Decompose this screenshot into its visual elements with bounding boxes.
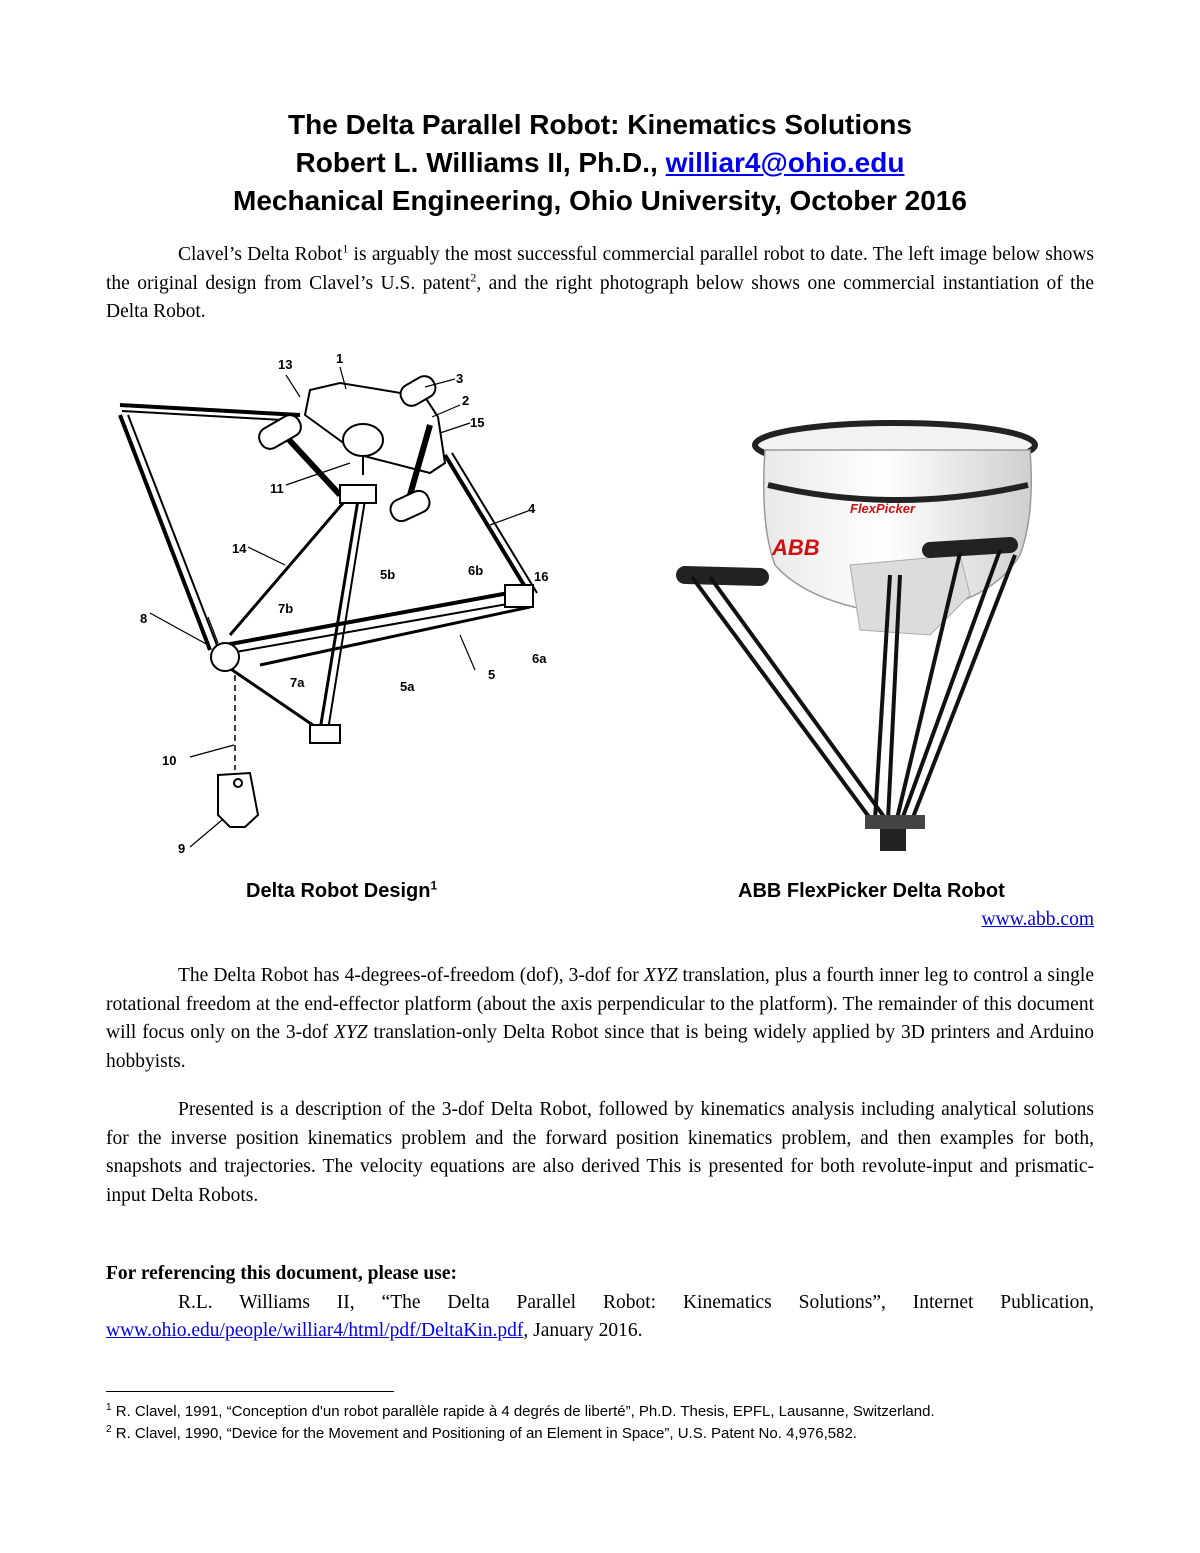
intro-paragraph	[106, 241, 1094, 327]
body-paragraph-2: Presented is a description of the 3-dof Delta Robot, followed by kinematics analysis including analytical solutions for the inverse position kinematics problem and the forward position kinematics problem, and then examples for both, snapshots and trajectories. The velocity equations are also derived This is presented for both revolute-input and prismatic-input Delta Robots.	[106, 1099, 1094, 1206]
footnote-divider	[106, 1391, 394, 1392]
patent-label-3: 3	[456, 371, 464, 386]
reference-date: , January 2016.	[523, 1320, 643, 1341]
left-caption-footnote-ref[interactable]: 1	[430, 878, 438, 893]
reference-heading: For referencing this document, please use:	[106, 1263, 457, 1284]
right-figure-caption: ABB FlexPicker Delta Robot	[738, 880, 1005, 902]
patent-label-16: 16	[534, 569, 549, 584]
body-p1-text-c: translation-only Delta Robot since that is being widely applied by 3D printers and Arduino hobbyists.	[106, 1022, 1095, 1072]
abb-flexpicker-photo	[670, 405, 1070, 875]
patent-label-15: 15	[470, 415, 485, 430]
intro-text-1: Clavel’s Delta Robot	[178, 244, 343, 265]
reference-citation	[106, 1289, 1094, 1346]
footnote-ref-2[interactable]: 2	[470, 270, 477, 284]
footnote-2	[106, 1424, 1106, 1444]
author-email-link[interactable]: williar4@ohio.edu	[665, 147, 905, 178]
footnote-1	[106, 1402, 1106, 1422]
patent-label-11: 11	[270, 481, 284, 496]
patent-label-4: 4	[528, 501, 536, 516]
footnote-1-num: 1	[106, 1402, 112, 1413]
abb-logo: ABB	[772, 535, 820, 560]
patent-label-6b: 6b	[468, 563, 484, 578]
left-figure-caption	[246, 878, 437, 904]
footnote-1-text: R. Clavel, 1991, “Conception d'un robot parallèle rapide à 4 degrés de liberté”, Ph.D. Thesis, EPFL, Lausanne, Switzerland.	[111, 1403, 935, 1420]
patent-label-1: 1	[336, 351, 344, 366]
xyz-term: XYZ	[643, 965, 678, 986]
intro-text-2: is arguably the most successful commercial parallel robot to date. The left image below shows the original design from Clavel’s U.S. patent	[106, 244, 1095, 294]
patent-label-5a: 5a	[400, 679, 415, 694]
patent-label-8: 8	[140, 611, 148, 626]
author-name: Robert L. Williams II, Ph.D.,	[295, 147, 658, 178]
patent-label-6a: 6a	[532, 651, 547, 666]
left-caption-text: Delta Robot Design	[246, 880, 431, 902]
paper-title: The Delta Parallel Robot: Kinematics Solutions	[288, 109, 912, 140]
flexpicker-brand: FlexPicker	[850, 501, 916, 516]
footnote-2-text: R. Clavel, 1990, “Device for the Movement and Positioning of an Element in Space”, U.S. Patent No. 4,976,582.	[111, 1425, 857, 1442]
abb-website-link[interactable]: www.abb.com	[981, 909, 1094, 930]
paper-header	[0, 106, 1200, 220]
patent-label-10: 10	[162, 753, 177, 768]
footnote-2-num: 2	[106, 1424, 112, 1435]
affiliation: Mechanical Engineering, Ohio University, October 2016	[233, 185, 967, 216]
reference-text: R.L. Williams II, “The Delta Parallel Robot: Kinematics Solutions”, Internet Publication,	[178, 1291, 1094, 1313]
reference-url-link[interactable]: www.ohio.edu/people/williar4/html/pdf/DeltaKin.pdf	[106, 1320, 524, 1341]
right-figure-link-wrap	[106, 906, 1094, 935]
xyz-term-2: XYZ	[333, 1022, 368, 1043]
patent-label-5: 5	[488, 667, 496, 682]
reference-block	[106, 1260, 1094, 1346]
patent-label-7b: 7b	[278, 601, 294, 616]
body-paragraph-1	[106, 962, 1094, 1076]
body-p1-text-a: The Delta Robot has 4-degrees-of-freedom (dof), 3-dof for	[178, 965, 644, 986]
patent-label-9: 9	[178, 841, 186, 856]
body-p1-text-b: translation, plus a fourth inner leg to control a single rotational freedom at the end-effector platform (about the axis perpendicular to the platform). The remainder of this document will focus only on the 3-dof	[106, 965, 1094, 1043]
patent-label-5b: 5b	[380, 567, 396, 582]
patent-label-2: 2	[462, 393, 470, 408]
footnote-ref-1[interactable]: 1	[342, 241, 349, 256]
patent-label-14: 14	[232, 541, 247, 556]
author-line	[0, 144, 1200, 182]
patent-label-13: 13	[278, 357, 293, 372]
intro-text-3: , and the right photograph below shows one commercial instantiation of the Delta Robot.	[106, 272, 1094, 322]
delta-robot-patent-drawing	[100, 345, 570, 870]
patent-label-7a: 7a	[290, 675, 305, 690]
